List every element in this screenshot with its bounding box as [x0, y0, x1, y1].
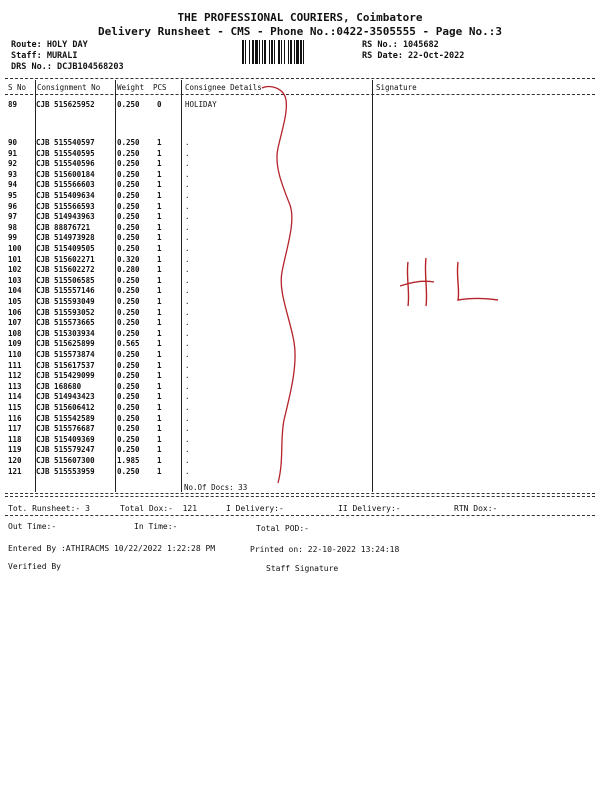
entered-by: Entered By :ATHIRACMS 10/22/2022 1:22:28 PM	[8, 544, 216, 553]
row-details: .	[185, 148, 190, 158]
row-weight: 0.250	[117, 244, 140, 253]
row-weight: 0.250	[117, 350, 140, 359]
row-weight: 0.250	[117, 100, 140, 109]
row-consignment: CJB 515576687	[36, 424, 95, 434]
rs-number: RS No.: 1045682	[362, 40, 439, 50]
row-consignment: CJB 515409505	[36, 244, 95, 253]
table-row	[0, 159, 600, 170]
row-sno: 115	[8, 403, 22, 412]
row-consignment: CJB 515617537	[36, 360, 95, 370]
table-row	[0, 191, 600, 202]
row-pcs: 1	[157, 466, 162, 476]
row-details: .	[185, 138, 190, 147]
in-time: In Time:-	[134, 522, 178, 531]
row-weight: 0.250	[117, 212, 140, 222]
row-weight: 0.250	[117, 138, 140, 147]
row-pcs: 1	[157, 371, 162, 381]
row-consignment: CJB 515607300	[36, 456, 95, 465]
row-details: .	[185, 466, 190, 476]
row-weight: 0.250	[117, 360, 140, 370]
row-weight: 0.280	[117, 265, 140, 275]
row-details: .	[185, 339, 190, 349]
row-weight: 1.985	[117, 456, 140, 465]
row-sno: 91	[8, 148, 18, 158]
row-consignment: CJB 88876721	[36, 222, 91, 232]
row-consignment: CJB 515540597	[36, 138, 95, 147]
row-details: .	[185, 413, 190, 423]
row-details: .	[185, 350, 190, 359]
table-row	[0, 138, 600, 149]
row-sno: 99	[8, 233, 18, 243]
row-details: .	[185, 392, 190, 402]
row-consignment: CJB 515506585	[36, 275, 95, 285]
row-details: .	[185, 222, 190, 232]
docs-count: No.Of Docs: 33	[184, 483, 248, 492]
row-pcs: 1	[157, 413, 162, 423]
row-weight: 0.320	[117, 254, 140, 264]
table-row	[0, 350, 600, 361]
row-pcs: 1	[157, 434, 162, 444]
table-row	[0, 424, 600, 435]
row-pcs: 0	[157, 100, 162, 109]
staff-signature: Staff Signature	[266, 564, 339, 573]
staff-label: Staff: MURALI	[11, 51, 78, 61]
table-row	[0, 233, 600, 244]
row-details: .	[185, 456, 190, 465]
row-pcs: 1	[157, 148, 162, 158]
row-pcs: 1	[157, 222, 162, 232]
row-details: .	[185, 212, 190, 222]
row-consignment: CJB 514943423	[36, 392, 95, 402]
row-weight: 0.250	[117, 286, 140, 296]
row-sno: 118	[8, 434, 22, 444]
table-row	[0, 318, 600, 329]
table-row	[0, 414, 600, 425]
table-row	[0, 212, 600, 223]
out-time: Out Time:-	[8, 522, 57, 531]
row-sno: 114	[8, 392, 22, 402]
row-details: .	[185, 360, 190, 370]
table-row	[0, 180, 600, 191]
row-pcs: 1	[157, 286, 162, 296]
table-row	[0, 297, 600, 308]
table-row	[0, 361, 600, 372]
row-consignment: CJB 515553959	[36, 466, 95, 476]
row-sno: 98	[8, 222, 18, 232]
row-pcs: 1	[157, 456, 162, 465]
row-sno: 102	[8, 265, 22, 275]
table-row	[0, 223, 600, 234]
table-row	[0, 149, 600, 160]
table-row	[0, 403, 600, 414]
row-weight: 0.565	[117, 339, 140, 349]
row-details: .	[185, 297, 190, 306]
row-details: .	[185, 381, 190, 391]
table-top-rule	[5, 78, 595, 79]
row-weight: 0.250	[117, 307, 140, 317]
row-pcs: 1	[157, 424, 162, 434]
table-row-first	[0, 100, 600, 111]
row-pcs: 1	[157, 445, 162, 455]
row-pcs: 1	[157, 254, 162, 264]
row-sno: 103	[8, 275, 22, 285]
verified-by: Verified By	[8, 562, 61, 571]
row-pcs: 1	[157, 318, 162, 328]
row-weight: 0.250	[117, 434, 140, 444]
row-pcs: 1	[157, 138, 162, 147]
row-pcs: 1	[157, 350, 162, 359]
row-consignment: CJB 515409634	[36, 191, 95, 200]
row-consignment: CJB 514973928	[36, 233, 95, 243]
row-consignment: CJB 515606412	[36, 403, 95, 412]
row-consignment: CJB 515625899	[36, 339, 95, 349]
row-details: .	[185, 286, 190, 296]
table-bottom-rule-2	[5, 496, 595, 497]
row-consignment: CJB 515579247	[36, 445, 95, 455]
row-sno: 116	[8, 413, 22, 423]
row-weight: 0.250	[117, 191, 140, 200]
table-row	[0, 456, 600, 467]
col-header-weight: Weight	[117, 83, 145, 92]
row-details: .	[185, 318, 190, 328]
table-row	[0, 244, 600, 255]
summary-rule	[5, 515, 595, 516]
row-weight: 0.250	[117, 371, 140, 381]
row-sno: 109	[8, 339, 22, 349]
row-details: .	[185, 159, 190, 169]
printed-on: Printed on: 22-10-2022 13:24:18	[250, 545, 400, 554]
row-weight: 0.250	[117, 403, 140, 412]
row-weight: 0.250	[117, 328, 140, 338]
row-sno: 112	[8, 371, 22, 381]
table-row	[0, 286, 600, 297]
row-pcs: 1	[157, 180, 162, 190]
row-details: .	[185, 424, 190, 434]
row-details: .	[185, 328, 190, 338]
row-sno: 121	[8, 466, 22, 476]
row-consignment: CJB 515540595	[36, 148, 95, 158]
barcode	[242, 40, 352, 64]
table-row	[0, 371, 600, 382]
total-dox: Total Dox:- 121	[120, 504, 198, 513]
row-pcs: 1	[157, 307, 162, 317]
row-details: .	[185, 180, 190, 190]
row-sno: 106	[8, 307, 22, 317]
row-weight: 0.250	[117, 392, 140, 402]
table-row	[0, 202, 600, 213]
row-weight: 0.250	[117, 180, 140, 190]
row-details: .	[185, 191, 190, 200]
row-consignment: CJB 515602272	[36, 265, 95, 275]
rtn-dox: RTN Dox:-	[454, 504, 498, 513]
row-consignment: CJB 515429099	[36, 371, 95, 381]
table-row	[0, 276, 600, 287]
row-weight: 0.250	[117, 201, 140, 211]
col-header-pcs: PCS	[153, 83, 167, 92]
row-sno: 108	[8, 328, 22, 338]
col-header-details: Consignee Details	[185, 83, 262, 92]
row-weight: 0.250	[117, 222, 140, 232]
row-consignment: CJB 515625952	[36, 100, 95, 109]
row-sno: 111	[8, 360, 22, 370]
row-pcs: 1	[157, 297, 162, 306]
row-sno: 92	[8, 159, 18, 169]
row-consignment: CJB 515557146	[36, 286, 95, 296]
row-pcs: 1	[157, 381, 162, 391]
row-sno: 120	[8, 456, 22, 465]
row-details: .	[185, 371, 190, 381]
row-consignment: CJB 515566593	[36, 201, 95, 211]
i-delivery: I Delivery:-	[226, 504, 284, 513]
row-sno: 90	[8, 138, 18, 147]
row-weight: 0.250	[117, 413, 140, 423]
row-consignment: CJB 515593049	[36, 297, 95, 306]
row-details: .	[185, 201, 190, 211]
row-pcs: 1	[157, 233, 162, 243]
row-pcs: 1	[157, 244, 162, 253]
table-row	[0, 382, 600, 393]
row-sno: 110	[8, 350, 22, 359]
header-bottom-rule	[5, 94, 595, 95]
row-sno: 104	[8, 286, 22, 296]
row-sno: 89	[8, 100, 18, 109]
row-consignment: CJB 514943963	[36, 212, 95, 222]
row-pcs: 1	[157, 392, 162, 402]
row-pcs: 1	[157, 169, 162, 179]
row-consignment: CJB 515303934	[36, 328, 95, 338]
route-label: Route: HOLY DAY	[11, 40, 88, 50]
row-consignment: CJB 515409369	[36, 434, 95, 444]
row-details: .	[185, 265, 190, 275]
row-consignment: CJB 515573665	[36, 318, 95, 328]
row-sno: 94	[8, 180, 18, 190]
drs-number: DRS No.: DCJB104568203	[11, 62, 124, 72]
row-consignment: CJB 515600184	[36, 169, 95, 179]
row-details: .	[185, 445, 190, 455]
row-pcs: 1	[157, 159, 162, 169]
row-sno: 96	[8, 201, 18, 211]
row-pcs: 1	[157, 328, 162, 338]
table-row	[0, 308, 600, 319]
row-details: .	[185, 244, 190, 253]
tot-runsheet: Tot. Runsheet:- 3	[8, 504, 90, 513]
row-sno: 105	[8, 297, 22, 306]
table-row	[0, 392, 600, 403]
row-details: .	[185, 169, 190, 179]
company-title: THE PROFESSIONAL COURIERS, Coimbatore	[177, 11, 423, 24]
row-weight: 0.250	[117, 297, 140, 306]
row-sno: 93	[8, 169, 18, 179]
table-bottom-rule	[5, 493, 595, 494]
total-pod: Total POD:-	[256, 524, 309, 533]
row-weight: 0.250	[117, 233, 140, 243]
row-consignment: CJB 515542589	[36, 413, 95, 423]
row-pcs: 1	[157, 212, 162, 222]
row-sno: 97	[8, 212, 18, 222]
row-sno: 119	[8, 445, 22, 455]
row-sno: 101	[8, 254, 22, 264]
row-weight: 0.250	[117, 159, 140, 169]
table-row	[0, 265, 600, 276]
row-details: .	[185, 307, 190, 317]
row-weight: 0.250	[117, 148, 140, 158]
row-sno: 117	[8, 424, 22, 434]
row-pcs: 1	[157, 265, 162, 275]
row-details: .	[185, 254, 190, 264]
row-weight: 0.250	[117, 424, 140, 434]
row-sno: 100	[8, 244, 22, 253]
row-sno: 95	[8, 191, 18, 200]
rs-date: RS Date: 22-Oct-2022	[362, 51, 465, 61]
row-pcs: 1	[157, 275, 162, 285]
row-weight: 0.250	[117, 466, 140, 476]
row-weight: 0.250	[117, 445, 140, 455]
row-pcs: 1	[157, 339, 162, 349]
row-pcs: 1	[157, 191, 162, 200]
table-row	[0, 339, 600, 350]
table-row	[0, 329, 600, 340]
row-weight: 0.250	[117, 381, 140, 391]
row-consignment: CJB 515540596	[36, 159, 95, 169]
row-sno: 107	[8, 318, 22, 328]
row-pcs: 1	[157, 201, 162, 211]
row-weight: 0.250	[117, 169, 140, 179]
row-details: .	[185, 275, 190, 285]
row-details: HOLIDAY	[185, 100, 217, 109]
col-header-consignment: Consignment No	[37, 83, 101, 92]
row-details: .	[185, 403, 190, 412]
row-pcs: 1	[157, 360, 162, 370]
row-sno: 113	[8, 381, 22, 391]
row-weight: 0.250	[117, 318, 140, 328]
row-consignment: CJB 515593052	[36, 307, 95, 317]
row-pcs: 1	[157, 403, 162, 412]
ii-delivery: II Delivery:-	[338, 504, 401, 513]
col-header-sno: S No	[8, 83, 27, 92]
table-row	[0, 435, 600, 446]
row-consignment: CJB 515602271	[36, 254, 95, 264]
row-details: .	[185, 233, 190, 243]
table-row	[0, 445, 600, 456]
row-consignment: CJB 515573874	[36, 350, 95, 359]
row-consignment: CJB 515566603	[36, 180, 95, 190]
table-row	[0, 170, 600, 181]
col-header-signature: Signature	[376, 83, 417, 92]
row-weight: 0.250	[117, 275, 140, 285]
row-details: .	[185, 434, 190, 444]
runsheet-subtitle: Delivery Runsheet - CMS - Phone No.:0422-3505555 - Page No.:3	[98, 25, 502, 38]
table-row	[0, 467, 600, 478]
table-row	[0, 255, 600, 266]
row-consignment: CJB 168680	[36, 381, 82, 391]
